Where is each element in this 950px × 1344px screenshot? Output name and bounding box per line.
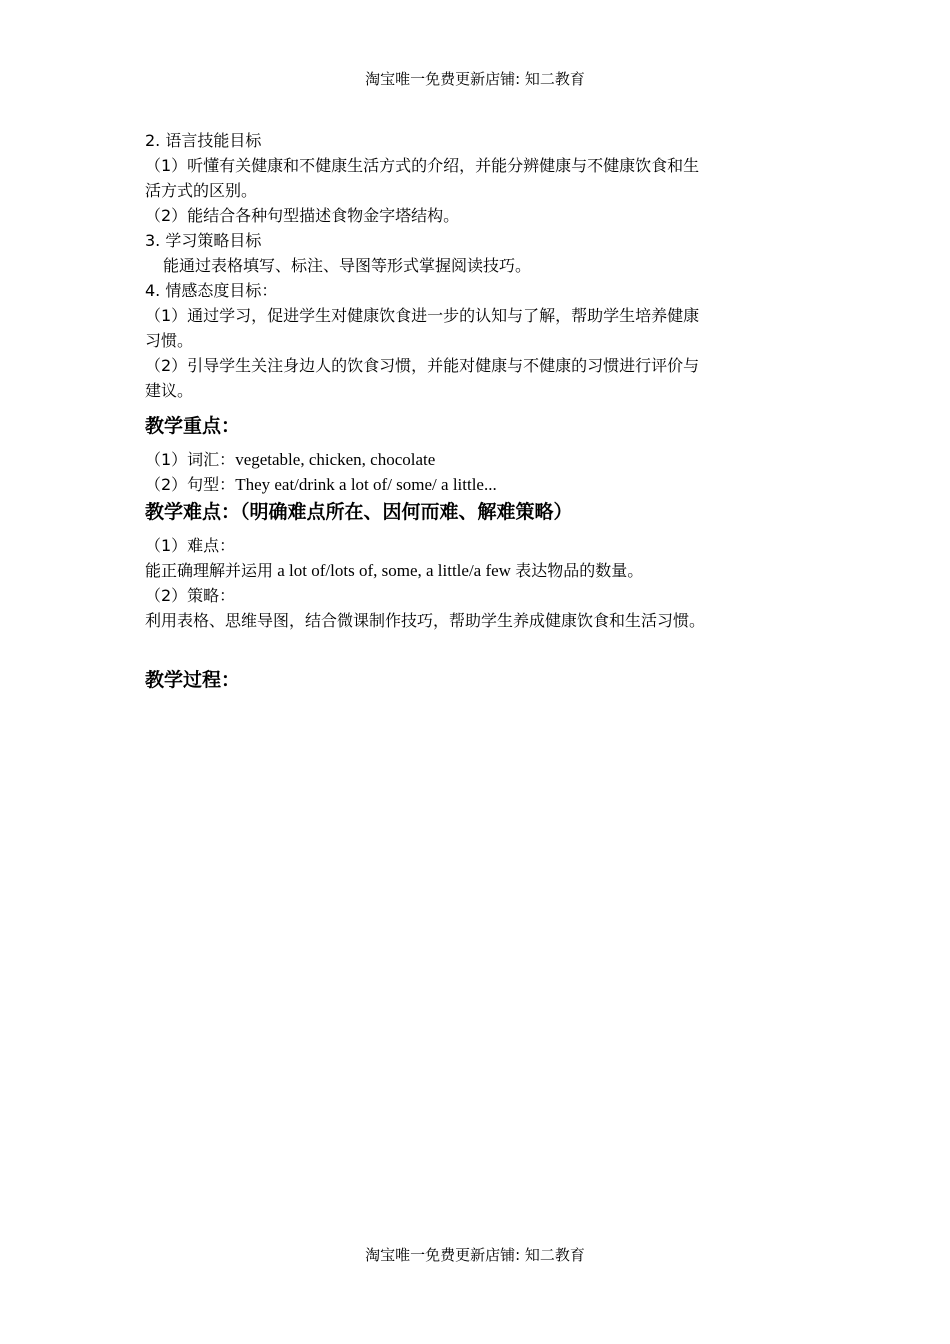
strategy-label: （2）策略： [145, 586, 236, 605]
difficulty-text [145, 558, 810, 583]
skills-item-2: （2）能结合各种句型描述食物金字塔结构。 [145, 206, 460, 225]
difficulty-text-post: 表达物品的数量。 [515, 561, 644, 580]
emotion-item-2-line-1: （2）引导学生关注身边人的饮食习惯，并能对健康与不健康的习惯进行评价与 [145, 356, 700, 375]
key-point-pattern [145, 472, 810, 497]
difficulty-text-en: a lot of/lots of, some, a little/a few [273, 561, 516, 580]
emotion-item-1-line-2: 习惯。 [145, 331, 194, 350]
emotion-item-2-line-2: 建议。 [145, 381, 194, 400]
key-point-vocab [145, 447, 810, 472]
page-footer: 淘宝唯一免费更新店铺: 知二教育 [365, 1246, 585, 1264]
vocab-label: （1）词汇： [145, 450, 236, 469]
emotion-title: 4. 情感态度目标： [145, 281, 278, 300]
page-header: 淘宝唯一免费更新店铺: 知二教育 [365, 70, 585, 88]
strategy-title: 3. 学习策略目标 [145, 231, 262, 250]
emotion-item-1-line-1: （1）通过学习，促进学生对健康饮食进一步的认知与了解，帮助学生培养健康 [145, 306, 700, 325]
key-points-heading: 教学重点： [145, 415, 241, 437]
skills-item-1-line-1: （1）听懂有关健康和不健康生活方式的介绍，并能分辨健康与不健康饮食和生 [145, 156, 700, 175]
document-body [145, 128, 810, 693]
skills-item-1-line-2: 活方式的区别。 [145, 181, 258, 200]
skills-title: 2. 语言技能目标 [145, 131, 262, 150]
difficulty-text-pre: 能正确理解并运用 [145, 561, 274, 580]
strategy-text: 能通过表格填写、标注、导图等形式掌握阅读技巧。 [163, 256, 532, 275]
process-heading: 教学过程： [145, 669, 241, 691]
difficulties-heading: 教学难点：（明确难点所在、因何而难、解难策略） [145, 501, 573, 523]
pattern-label: （2）句型： [145, 475, 236, 494]
vocab-text: vegetable, chicken, chocolate [235, 450, 436, 469]
pattern-text: They eat/drink a lot of/ some/ a little... [235, 475, 497, 494]
strategy-detail: 利用表格、思维导图，结合微课制作技巧，帮助学生养成健康饮食和生活习惯。 [145, 611, 706, 630]
difficulty-label: （1）难点： [145, 536, 236, 555]
